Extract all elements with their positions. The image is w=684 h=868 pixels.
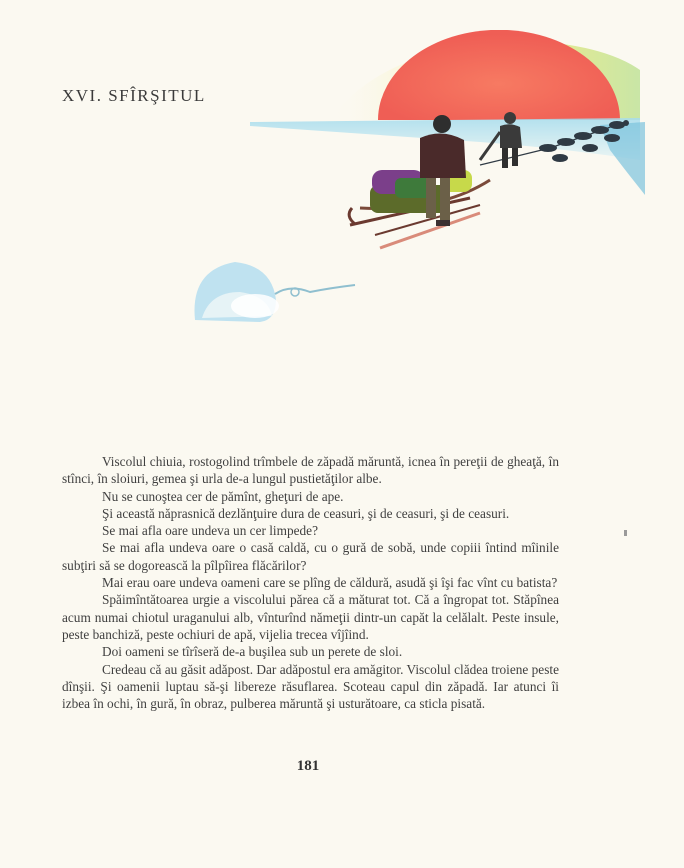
margin-mark (624, 530, 627, 536)
paragraph: Doi oameni se tîrîseră de-a buşilea sub un perete de sloi. (102, 644, 403, 660)
sled (349, 170, 490, 248)
chapter-body (62, 453, 559, 712)
setting-sun (378, 30, 620, 120)
paragraph: Se mai afla undeva oare o casă caldă, cu o gură de sobă, unde copiii întind mîinile subţiri să se dogorească la pîlpîirea flăcărilor? (62, 540, 559, 573)
paragraph: Şi această năprasnică dezlănţuire dura de ceasuri, şi de ceasuri, şi de ceasuri. (102, 505, 510, 521)
igloo (195, 262, 356, 322)
paragraph: Viscolul chiuia, rostogolind trîmbele de zăpadă măruntă, icnea în pereţii de gheaţă, în stînci, în sloiuri, gemea şi urla de-a lungul pustietăţilor albe. (62, 454, 559, 487)
sled-illustration (180, 30, 650, 330)
chapter-title: XVI. SFÎRŞITUL (62, 86, 206, 105)
paragraph: Se mai afla oare undeva un cer limpede? (102, 523, 318, 539)
paragraph: Spăimîntătoarea urgie a viscolului părea că a măturat tot. Că a îngropat tot. Stăpînea acum numai chiotul uraganului alb, vînturînd nămeţii dintr-un capăt la celălalt. Peste insule, peste banchiză, peste ochiuri de apă, vijelia trecea vîjîind. (62, 592, 559, 642)
paragraph: Mai erau oare undeva oameni care se plîng de căldură, asudă şi îşi fac vînt cu batista? (102, 575, 558, 591)
paragraph: Credeau că au găsit adăpost. Dar adăpostul era amăgitor. Viscolul clădea troiene peste dînşii. Şi oamenii luptau să-şi libereze răsuflarea. Scoteau capul din zăpadă. Iar atunci îi izbea în ochi, în gură, în obraz, pulberea măruntă şi usturătoare, ca sticla pisată. (62, 661, 559, 712)
paragraph: Nu se cunoştea cer de pămînt, gheţuri de ape. (102, 488, 344, 504)
page-number: 181 (296, 758, 320, 774)
